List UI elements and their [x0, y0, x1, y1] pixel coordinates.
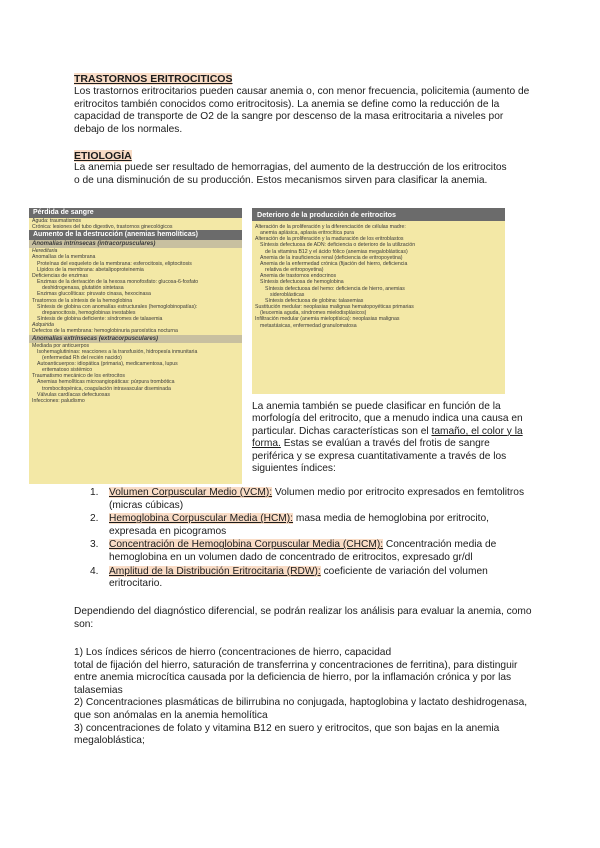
- table-row: Alteración de la proliferación y la diferenciación de células madre:: [255, 224, 406, 230]
- table-row: Aguda: traumatismos: [32, 218, 82, 224]
- index-item: [90, 487, 528, 512]
- table-row: Traumatismo mecánico de los eritrocitos: [32, 373, 125, 380]
- section-title-trastornos: TRASTORNOS ERITROCITICOS: [74, 73, 233, 85]
- section-body-trastornos: Los trastornos eritrocitarios pueden causar anemia o, con menor frecuencia, policitemia (aumento de eritrocitos también conocidos como eritrocitosis). La anemia se define como la reducción de la capacidad de transporte de O2 de la sangre por descenso de la masa eritrocitaria a niveles por debajo de los normales.: [74, 86, 530, 135]
- table-row: Enzimas glucolíticas: piruvato cinasa, hexocinasa: [37, 291, 151, 298]
- index-number: 1.: [90, 487, 99, 498]
- table-row: sideroblásticas: [270, 291, 305, 298]
- table-row: Deficiencias de enzimas: [32, 272, 88, 279]
- intrinsic-header: Anomalías intrínsecas (intracorpusculares): [29, 240, 242, 248]
- table-row: Autoanticuerpos: idiopática (primaria), medicamentosa, lupus: [37, 360, 178, 367]
- table-row: Enzimas de la derivación de la hexosa monofosfato: glucosa-6-fosfato: [37, 279, 199, 286]
- left-classification-table: [29, 208, 242, 484]
- table-row: Proteínas del esqueleto de la membrana: esferocitosis, eliptocitosis: [37, 260, 192, 267]
- index-term: Amplitud de la Distribución Eritrocitaria (RDW):: [109, 565, 321, 577]
- intrinsic-rows: [29, 248, 242, 334]
- table-row: anemia aplásica, aplasia eritrocítica pura: [260, 230, 355, 237]
- index-item: [90, 566, 528, 591]
- table-row: Síntesis de globina deficiente: síndromes de talasemia: [37, 316, 163, 323]
- extrinsic-rows: [29, 343, 242, 405]
- table-row: (enfermedad Rh del recién nacido): [42, 354, 122, 361]
- table-row: Isohemaglutininas: reacciones a la transfusión, hidropesía inmunitaria: [37, 348, 198, 355]
- index-term: Concentración de Hemoglobina Corpuscular Media (CHCM):: [109, 539, 384, 551]
- morphology-paragraph: [252, 401, 524, 475]
- extrinsic-header: Anomalías extrínsecas (extracorpusculares): [29, 335, 242, 343]
- table-row: Anomalías de la membrana: [32, 254, 96, 261]
- blood-loss-header: Pérdida de sangre: [29, 208, 242, 218]
- blood-loss-rows: [29, 218, 242, 230]
- destruction-header: Aumento de la destrucción (anemias hemolíticas): [29, 230, 242, 240]
- table-row: Hereditaria: [32, 248, 58, 255]
- table-row: deshidrogenasa, glutatión sintetasa: [42, 285, 124, 292]
- table-row: Infiltración medular (anemia mieloptísica): neoplasias malignas: [255, 316, 400, 323]
- table-row: Síntesis defectuosa de ADN: deficiencia o deterioro de la utilización: [260, 242, 416, 249]
- index-item: [90, 539, 528, 564]
- table-row: Síntesis defectuosa del hemo: deficiencia de hierro, anemias: [265, 285, 405, 292]
- table-row: Crónica: lesiones del tubo digestivo, trastornos ginecológicos: [32, 224, 173, 231]
- index-number: 2.: [90, 513, 99, 525]
- index-item: [90, 513, 528, 538]
- table-row: relativa de eritropoyetina): [265, 267, 324, 274]
- table-row: Anemias hemolíticas microangiopáticas: púrpura trombótica: [37, 379, 175, 386]
- production-rows: [252, 221, 505, 329]
- production-table-title: Deterioro de la producción de eritrocitos: [252, 208, 505, 221]
- table-row: Anemia de la insuficiencia renal (deficiencia de eritropoyetina): [260, 254, 403, 261]
- right-production-table: [252, 208, 505, 394]
- table-row: Válvulas cardíacas defectuosas: [37, 391, 110, 398]
- table-row: Síntesis defectuosa de globina: talasemias: [265, 297, 364, 304]
- index-description: coeficiente de variación del volumen eritrocitario.: [109, 565, 488, 590]
- analysis-item: 3) concentraciones de folato y vitamina B12 en suero y eritrocitos, que son bajas en la anemia megaloblástica;: [74, 722, 500, 747]
- table-row: Anemia de trastornos endocrinos: [260, 273, 337, 280]
- morphology-underlined: tamaño, el color y la forma.: [252, 425, 523, 450]
- table-row: Adquirida: [32, 322, 54, 329]
- index-description: masa media de hemoglobina por eritrocito, expresada en picogramos: [109, 513, 489, 537]
- analysis-item: 2) Concentraciones plasmáticas de bilirrubina no conjugada, haptoglobina y lactato deshidrogenasa, que son anómalas en la anemia hemolítica: [74, 697, 528, 721]
- table-row: drepanocitosis, hemoglobinas inestables: [42, 309, 136, 316]
- morphology-text-1: La anemia también se puede clasificar en función de la morfología del eritrocito, que a menudo indica una causa en particular. Dichas características son el: [252, 401, 523, 437]
- table-row: Síntesis defectuosa de hemoglobina: [260, 279, 344, 286]
- section-title-etiologia: ETIOLOGÍA: [74, 150, 132, 162]
- table-row: de la vitamina B12 y el ácido fólico (anemias megaloblásticas): [265, 248, 408, 255]
- table-row: metastásicas, enfermedad granulomatosa: [260, 322, 357, 329]
- indices-list: [90, 487, 528, 592]
- table-row: Defectos de la membrana: hemoglobinuria paroxística nocturna: [32, 328, 178, 335]
- index-number: 3.: [90, 539, 99, 551]
- index-term: Hemoglobina Corpuscular Media (HCM):: [109, 513, 294, 525]
- section-body-etiologia: La anemia puede ser resultado de hemorragias, del aumento de la destrucción de los eritrocitos o de una disminución de su producción. Estos mecanismos sirven para clasificar la anemia.: [74, 162, 507, 186]
- morphology-text-2: Estas se evalúan a través del frotis de sangre periférica y se expresa cuantitativamente a través de los siguientes índices:: [252, 438, 507, 475]
- table-row: Trastornos de la síntesis de la hemoglobina: [32, 297, 133, 304]
- analysis-intro: Dependiendo del diagnóstico diferencial, se podrán realizar los análisis para evaluar la anemia, como son:: [74, 606, 532, 630]
- table-row: Síntesis de globina con anomalías estructurales (hemoglobinopatías):: [37, 303, 198, 310]
- table-row: Lípidos de la membrana: abetalipoproteinemia: [37, 266, 144, 273]
- table-row: Sustitución medular: neoplasias malignas hematopoyéticas primarias: [255, 304, 414, 311]
- table-row: Mediada por anticuerpos: [32, 342, 90, 349]
- table-row: Infecciones: paludismo: [32, 397, 85, 404]
- index-number: 4.: [90, 565, 99, 577]
- analysis-list: [74, 647, 534, 748]
- table-row: Anemia de la enfermedad crónica (fijación del hierro, deficiencia: [260, 260, 408, 267]
- index-term: Volumen Corpuscular Medio (VCM):: [109, 487, 273, 498]
- table-row: eritematoso sistémico: [42, 367, 93, 374]
- table-row: Alteración de la proliferación y la maduración de los eritroblastos: [255, 236, 404, 243]
- table-row: trombocitopénica, coagulación intravascular diseminada: [42, 385, 171, 392]
- table-row: (leucemia aguda, síndromes mielodisplásicos): [260, 310, 367, 317]
- analysis-item: 1) Los índices séricos de hierro (concentraciones de hierro, capacidad: [74, 647, 392, 658]
- index-description: Concentración media de hemoglobina en un volumen dado de concentrado de eritrocitos, expresado gr/dl: [109, 539, 497, 563]
- analysis-item: total de fijación del hierro, saturación de transferrina y concentraciones de ferritina), para distinguir entre anemia microcítica causada por la deficiencia de hierro, por la inflamación crónica y por las talasemias: [74, 659, 518, 696]
- index-description: Volumen medio por eritrocito expresados en femtolitros (micras cúbicas): [109, 487, 525, 511]
